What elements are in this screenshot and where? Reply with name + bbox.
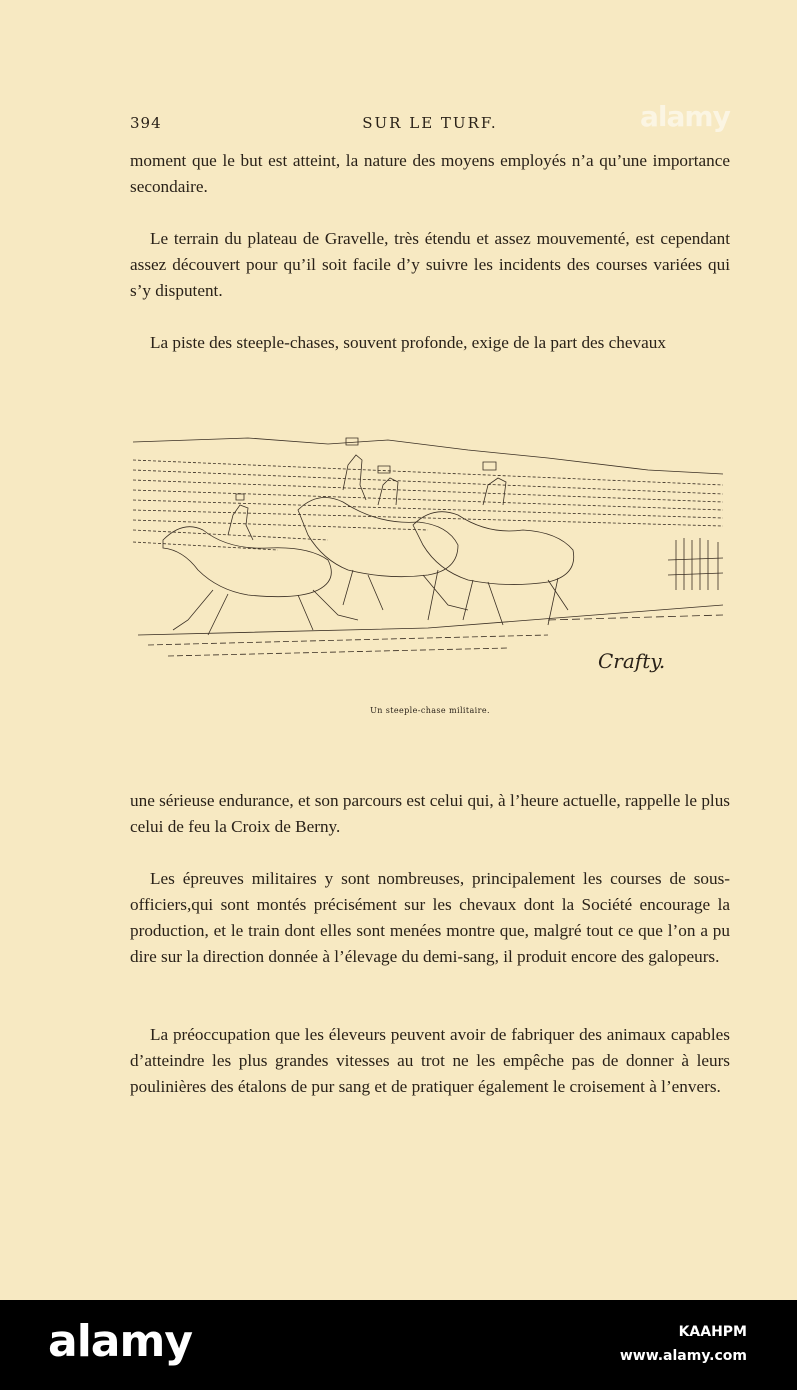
paragraph-4: une sérieuse endurance, et son parcours est celui qui, à l’heure actuelle, rappelle le plus celui de feu la Croix de Berny. (130, 791, 730, 836)
figure-caption: Un steeple-chase militaire. (370, 706, 490, 715)
paragraph-5: Les épreuves militaires y sont nombreuses, principalement les courses de sous-officiers,qui sont montés précisément sur les chevaux dont la Société encourage la production, et le train dont elles sont menées montre que, malgré tout ce que l’on a pu dire sur la direction donnée à l’élevage du demi-sang, il produit encore des galopeurs. (130, 869, 730, 966)
stock-footer-bar (0, 1300, 797, 1390)
image-id: KAAHPM (678, 1324, 747, 1340)
paragraph-6: La préoccupation que les éleveurs peuvent avoir de fabriquer des animaux capables d’atteindre les plus grandes vitesses au trot ne les empêche pas de donner à leurs poulinières des étalons de pur sang et de pratiquer également le croisement à l’envers. (130, 1025, 730, 1096)
page-number: 394 (130, 114, 162, 132)
alamy-logo: alamy (48, 1316, 192, 1367)
artist-signature: Crafty. (598, 649, 666, 673)
illustration-steeple-chase (128, 430, 728, 700)
paragraph-2: Le terrain du plateau de Gravelle, très étendu et assez mouvementé, est cependant assez découvert pour qu’il soit facile d’y suivre les incidents des courses variées qui s’y disputent. (130, 229, 730, 300)
footer-url: www.alamy.com (619, 1348, 747, 1364)
horses-engraving (128, 430, 728, 700)
paragraph-1: moment que le but est atteint, la nature des moyens employés n’a qu’une importance secondaire. (130, 151, 730, 196)
running-head: SUR LE TURF. (362, 114, 498, 132)
watermark: alamy (640, 100, 730, 133)
paragraph-3: La piste des steeple-chases, souvent profonde, exige de la part des chevaux (150, 333, 666, 352)
